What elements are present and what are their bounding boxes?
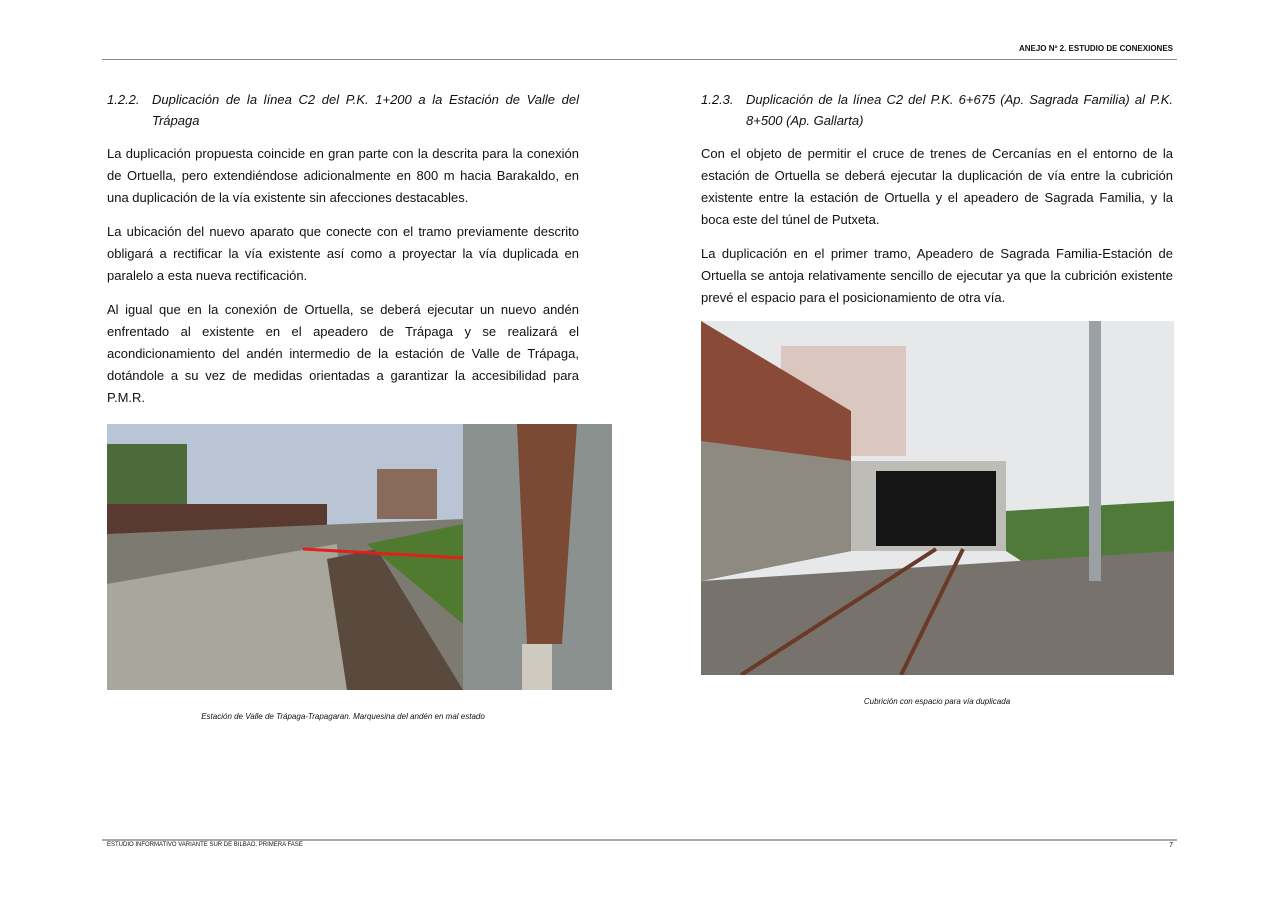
paragraph: La duplicación propuesta coincide en gran parte con la descrita para la conexión de Ortuella, pero extendiéndose adicionalmente en 800 m hacia Barakaldo, en una duplicación de la vía existente sin afecciones destacables. — [107, 146, 579, 205]
figure-caption: Estación de Valle de Trápaga-Trapagaran. Marquesina del andén en mal estado — [201, 712, 485, 721]
paragraph: La ubicación del nuevo aparato que conecte con el tramo previamente descrito obligará a rectificar la vía existente así como a proyectar la vía duplicada en paralelo a esta nueva rectificación. — [107, 224, 579, 283]
station-platform-photo — [107, 424, 612, 690]
section-title: Duplicación de la línea C2 del P.K. 1+200 a la Estación de Valle del Trápaga — [152, 92, 579, 128]
paragraph: Al igual que en la conexión de Ortuella, se deberá ejecutar un nuevo andén enfrentado al existente en el apeadero de Trápaga y se realizará el acondicionamiento del andén intermedio de la estación de Valle de Trápaga, dotándole a su vez de medidas orientadas a garantizar la accesibilidad para P.M.R. — [107, 302, 579, 405]
paragraph: Con el objeto de permitir el cruce de trenes de Cercanías en el entorno de la estación de Ortuella se deberá ejecutar la duplicación de vía entre la cubrición existente entre la estación de Ortuella y el apeadero de Sagrada Familia, y la boca este del túnel de Putxeta. — [701, 146, 1173, 227]
right-column — [701, 89, 1173, 309]
running-footer: ESTUDIO INFORMATIVO VARIANTE SUR DE BILBAO. PRIMERA FASE — [107, 842, 303, 848]
section-heading — [701, 89, 1173, 131]
footer-divider — [102, 839, 1177, 841]
section-title: Duplicación de la línea C2 del P.K. 6+675 (Ap. Sagrada Familia) al P.K. 8+500 (Ap. Gallarta) — [746, 92, 1173, 128]
section-number: 1.2.2. — [107, 92, 140, 107]
header-divider — [102, 59, 1177, 60]
figure-caption: Cubrición con espacio para vía duplicada — [863, 697, 1011, 706]
page-number: 7 — [1169, 842, 1173, 849]
left-column — [107, 89, 579, 409]
tunnel-cover-photo — [701, 321, 1174, 675]
running-header: ANEJO Nº 2. ESTUDIO DE CONEXIONES — [1018, 44, 1173, 53]
section-heading — [107, 89, 579, 131]
paragraph: La duplicación en el primer tramo, Apeadero de Sagrada Familia-Estación de Ortuella se antoja relativamente sencillo de ejecutar ya que la cubrición existente prevé el espacio para el posicionamiento de otra vía. — [701, 246, 1173, 305]
section-number: 1.2.3. — [701, 92, 734, 107]
